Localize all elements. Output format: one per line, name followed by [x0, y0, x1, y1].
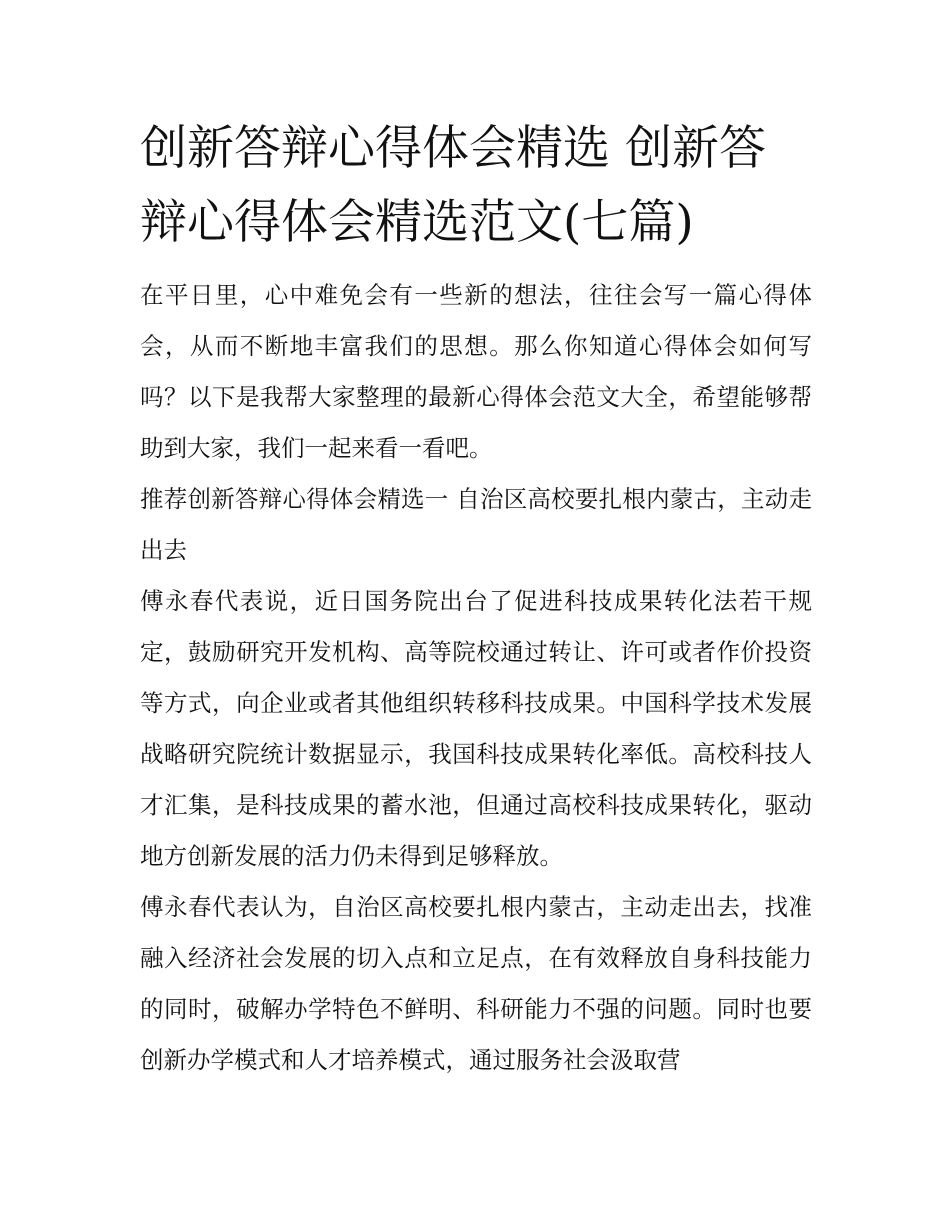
- section-heading: 推荐创新答辩心得体会精选一 自治区高校要扎根内蒙古，主动走出去: [140, 485, 812, 564]
- document-body: [140, 112, 812, 1086]
- document-title: 创新答辩心得体会精选 创新答辩心得体会精选范文(七篇): [140, 121, 766, 250]
- body-paragraph: 傅永春代表认为，自治区高校要扎根内蒙古，主动走出去，找准融入经济社会发展的切入点和立足点，在有效释放自身科技能力的同时，破解办学特色不鲜明、科研能力不强的问题。同时也要创新办学模式和人才培养模式，通过服务社会汲取营: [140, 893, 812, 1074]
- intro-paragraph: 在平日里，心中难免会有一些新的想法，往往会写一篇心得体会，从而不断地丰富我们的思想。那么你知道心得体会如何写吗？以下是我帮大家整理的最新心得体会范文大全，希望能够帮助到大家，我们一起来看一看吧。: [140, 281, 812, 462]
- body-paragraph: 傅永春代表说，近日国务院出台了促进科技成果转化法若干规定，鼓励研究开发机构、高等院校通过转让、许可或者作价投资等方式，向企业或者其他组织转移科技成果。中国科学技术发展战略研究院统计数据显示，我国科技成果转化率低。高校科技人才汇集，是科技成果的蓄水池，但通过高校科技成果转化，驱动地方创新发展的活力仍未得到足够释放。: [140, 587, 812, 870]
